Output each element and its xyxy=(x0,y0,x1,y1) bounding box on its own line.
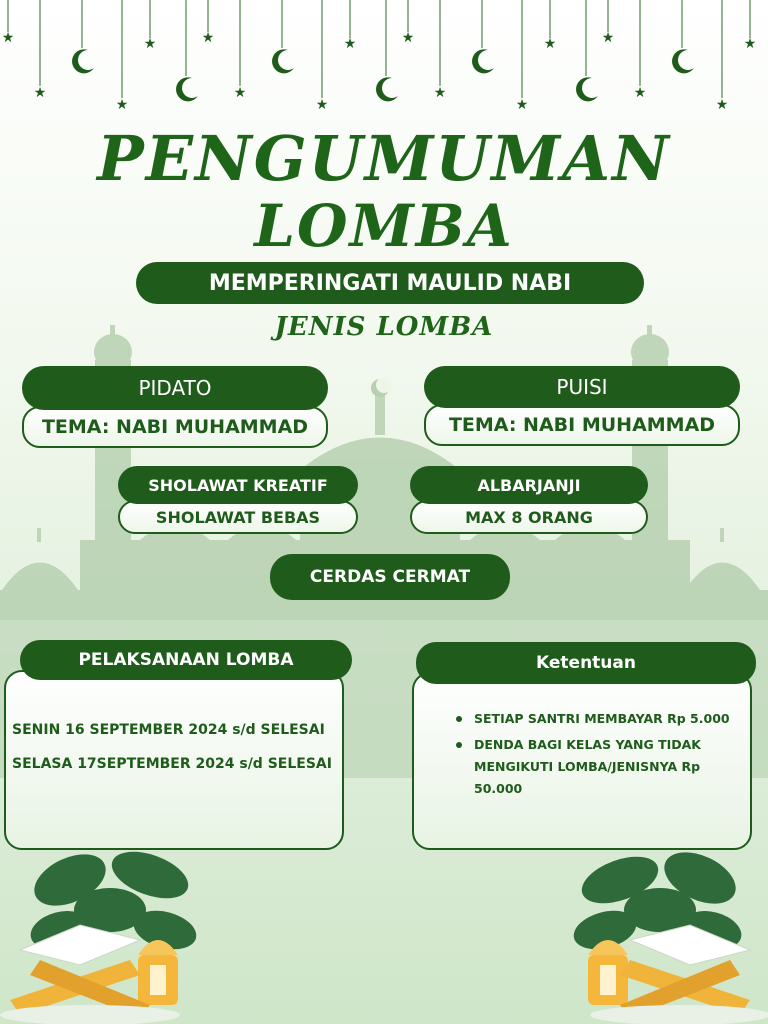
competition-detail: MAX 8 ORANG xyxy=(410,500,648,534)
svg-text:★: ★ xyxy=(633,85,647,101)
schedule-line: SELASA 17SEPTEMBER 2024 s/d SELESAI xyxy=(12,756,332,772)
title-line-2: LOMBA xyxy=(254,192,514,260)
svg-text:★: ★ xyxy=(1,30,15,46)
svg-text:★: ★ xyxy=(543,36,557,52)
svg-text:★: ★ xyxy=(601,30,615,46)
svg-text:★: ★ xyxy=(33,85,47,101)
svg-text:★: ★ xyxy=(115,97,129,113)
svg-text:★: ★ xyxy=(143,36,157,52)
schedule-line: SENIN 16 SEPTEMBER 2024 s/d SELESAI xyxy=(12,722,325,738)
svg-text:★: ★ xyxy=(201,30,215,46)
competition-detail: TEMA: NABI MUHAMMAD xyxy=(22,406,328,448)
title-line-1: PENGUMUMAN xyxy=(97,122,671,195)
section-heading: JENIS LOMBA xyxy=(274,312,494,342)
competition-name: PIDATO xyxy=(22,366,328,410)
competition-detail: TEMA: NABI MUHAMMAD xyxy=(424,404,740,446)
svg-text:★: ★ xyxy=(433,85,447,101)
rule-item: SETIAP SANTRI MEMBAYAR Rp 5.000 xyxy=(454,708,734,730)
svg-text:★: ★ xyxy=(343,36,357,52)
svg-text:★: ★ xyxy=(233,85,247,101)
svg-text:★: ★ xyxy=(743,36,757,52)
rule-item: DENDA BAGI KELAS YANG TIDAK MENGIKUTI LOMBA/JENISNYA Rp 50.000 xyxy=(454,734,734,800)
competition-name: PUISI xyxy=(424,366,740,408)
competition-detail: SHOLAWAT BEBAS xyxy=(118,500,358,534)
rules-heading: Ketentuan xyxy=(416,642,756,684)
schedule-heading: PELAKSANAAN LOMBA xyxy=(20,640,352,680)
svg-text:★: ★ xyxy=(515,97,529,113)
competition-name: ALBARJANJI xyxy=(410,466,648,504)
svg-text:★: ★ xyxy=(715,97,729,113)
competition-name: SHOLAWAT KREATIF xyxy=(118,466,358,504)
svg-text:★: ★ xyxy=(401,30,415,46)
subtitle-banner: MEMPERINGATI MAULID NABI xyxy=(136,262,644,304)
competition-name: CERDAS CERMAT xyxy=(270,554,510,600)
svg-text:★: ★ xyxy=(315,97,329,113)
